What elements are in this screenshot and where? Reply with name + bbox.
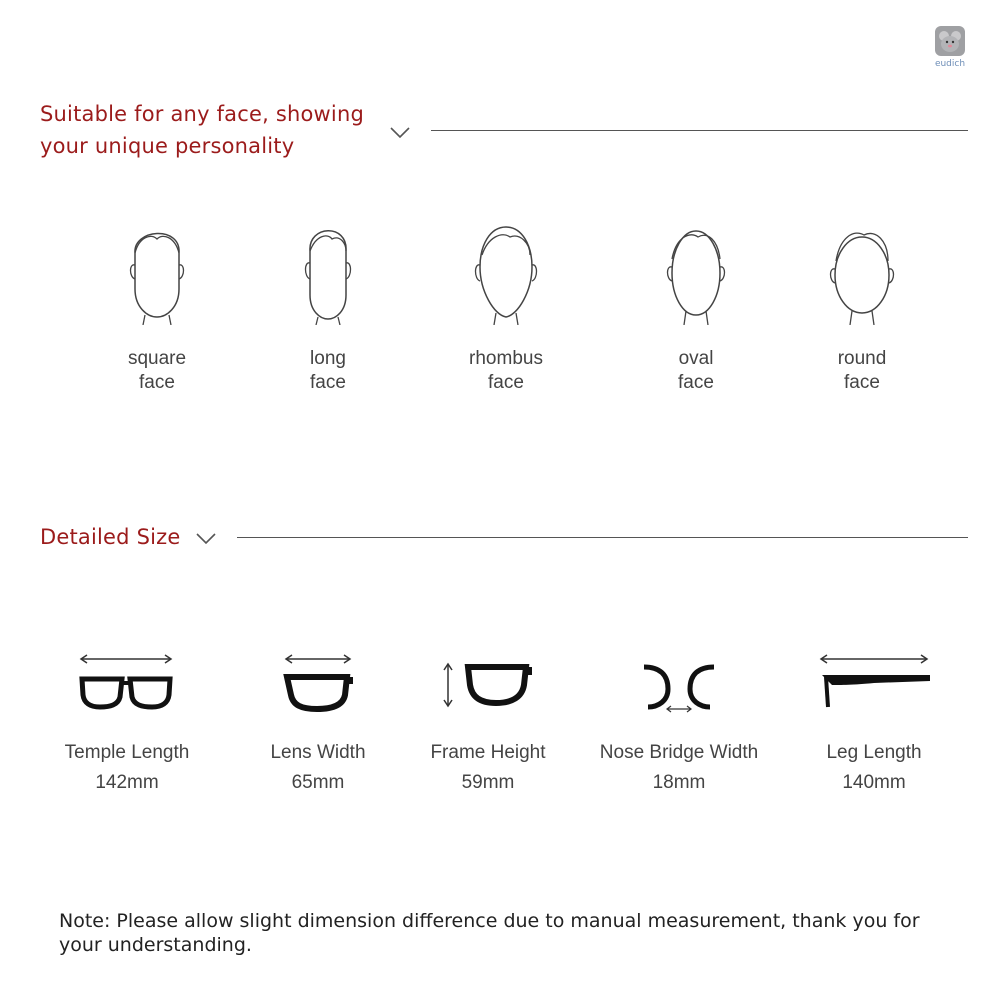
frame-height-icon	[438, 645, 538, 715]
face-label-line2: face	[310, 372, 346, 393]
face-label-line2: face	[678, 372, 714, 393]
lens-width-icon	[273, 645, 363, 715]
size-item-temple-length	[37, 645, 217, 798]
round-face-icon	[822, 215, 902, 325]
size-label: Lens Width	[270, 742, 366, 763]
size-item-frame-height	[398, 645, 578, 798]
size-value: 65mm	[291, 772, 345, 793]
size-value: 142mm	[95, 772, 159, 793]
size-value: 140mm	[842, 772, 906, 793]
face-label-line1: oval	[678, 348, 714, 369]
size-label: Leg Length	[826, 742, 922, 763]
size-value: 18mm	[652, 772, 706, 793]
face-label-line2: face	[488, 372, 524, 393]
chevron-down-icon	[389, 126, 411, 140]
size-value: 59mm	[461, 772, 515, 793]
brand-logo	[932, 26, 968, 72]
long-face-icon	[288, 215, 368, 325]
mouse-logo-icon	[935, 26, 965, 56]
face-item-round	[802, 215, 922, 395]
face-item-rhombus	[446, 215, 566, 395]
measurement-note: Note: Please allow slight dimension difference due to manual measurement, thank you for your understanding.	[59, 910, 920, 956]
oval-face-icon	[656, 215, 736, 325]
size-item-nose-bridge-width	[589, 645, 769, 798]
size-item-leg-length	[784, 645, 964, 798]
section-divider	[237, 537, 968, 538]
face-section-title: Suitable for any face, showing your unique personality	[40, 102, 364, 158]
face-label-line1: round	[837, 348, 887, 369]
temple-length-icon	[72, 645, 182, 715]
size-label: Nose Bridge Width	[599, 742, 759, 763]
face-item-oval	[636, 215, 756, 395]
size-section-title: Detailed Size	[40, 525, 181, 549]
face-label-line2: face	[844, 372, 880, 393]
face-item-square	[97, 215, 217, 395]
size-label: Frame Height	[430, 742, 546, 763]
face-label-line1: long	[310, 348, 346, 369]
leg-length-icon	[814, 645, 934, 715]
face-label-line2: face	[139, 372, 175, 393]
size-label: Temple Length	[64, 742, 190, 763]
chevron-down-icon	[195, 532, 217, 546]
size-item-lens-width	[228, 645, 408, 798]
section-divider	[431, 130, 968, 131]
face-item-long	[268, 215, 388, 395]
face-label-line1: rhombus	[469, 348, 543, 369]
rhombus-face-icon	[466, 215, 546, 325]
brand-logo-text: eudich	[934, 59, 966, 69]
nose-bridge-icon	[634, 645, 724, 715]
face-label-line1: square	[127, 348, 187, 369]
square-face-icon	[117, 215, 197, 325]
